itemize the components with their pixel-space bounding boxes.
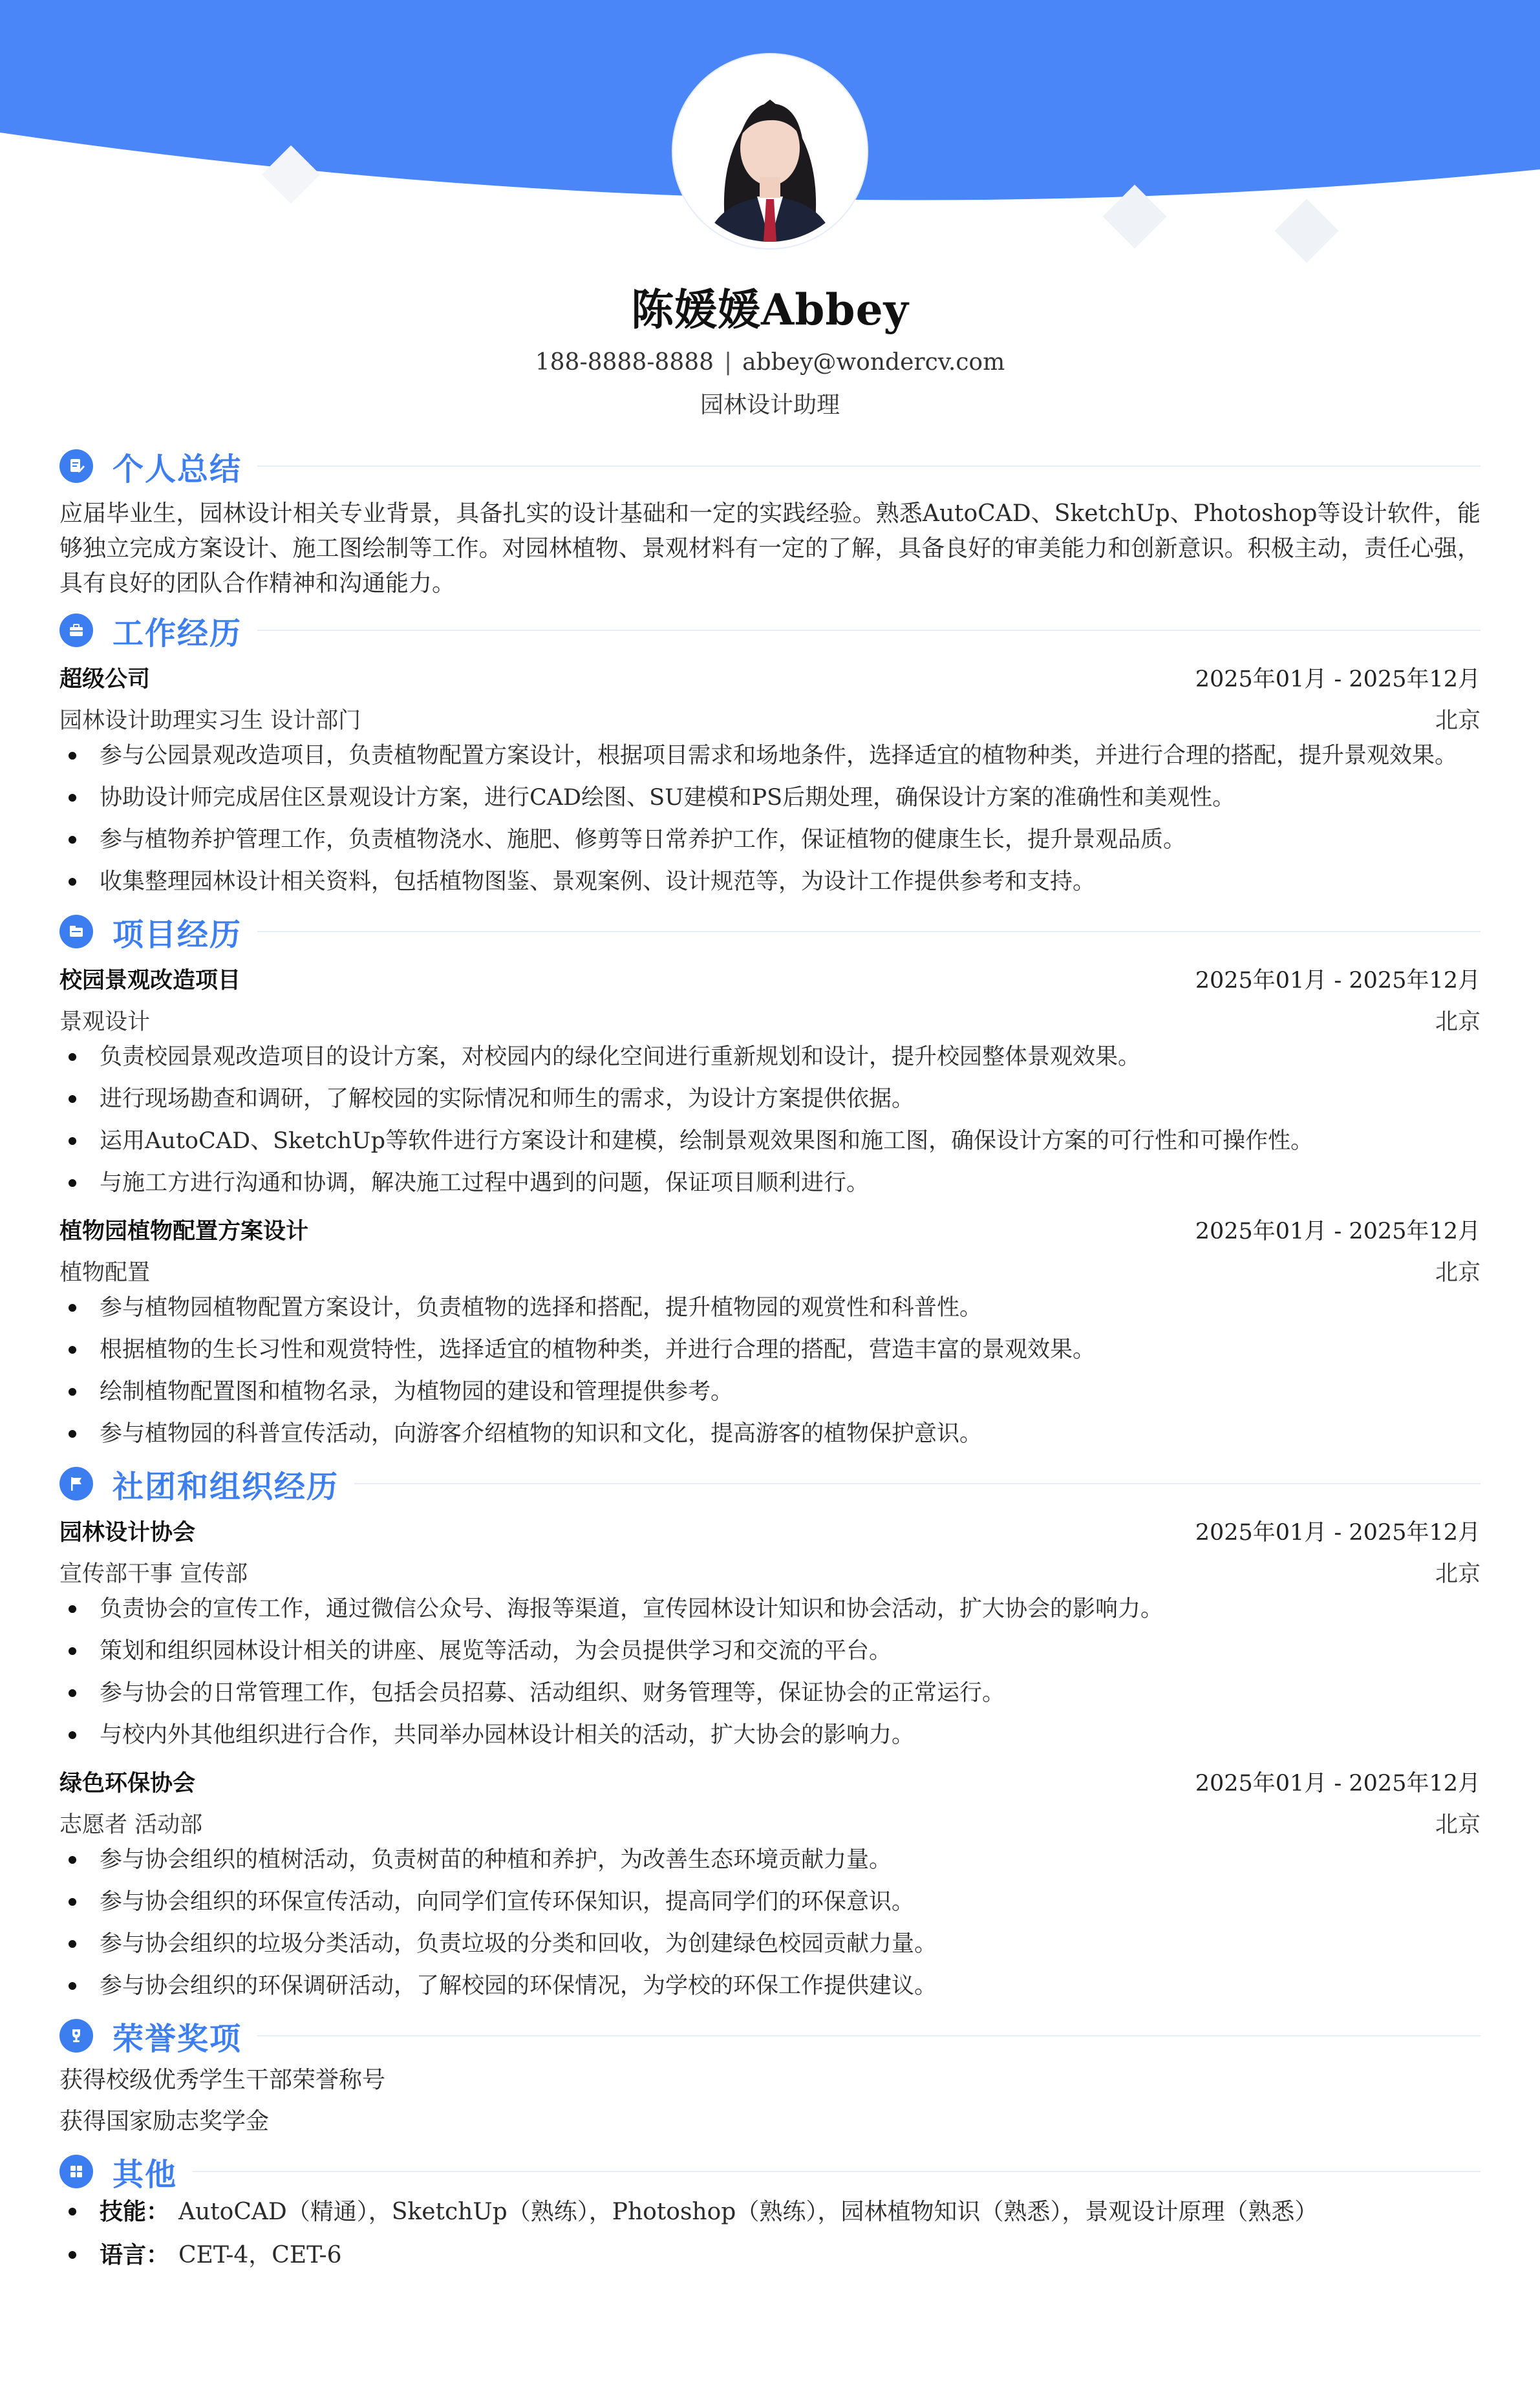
entry-city: 北京 [1435,1009,1481,1035]
entry-organization: 校园景观改造项目 [59,967,241,994]
section-divider [257,630,1481,631]
section-header-clubs [59,1460,1481,1508]
edit-note-icon [59,449,93,483]
section-header-others [59,2148,1481,2195]
entry-organization: 植物园植物配置方案设计 [59,1218,309,1244]
entry-role: 植物配置 [59,1260,151,1286]
honor-item: 获得校级优秀学生干部荣誉称号 [59,2067,386,2093]
bullet-item: 策划和组织园林设计相关的讲座、展览等活动，为会员提供学习和交流的平台。 [59,1635,1481,1667]
section-divider [354,1483,1481,1484]
entry-role: 园林设计助理实习生 设计部门 [59,708,361,734]
bullet-item: 参与植物养护管理工作，负责植物浇水、施肥、修剪等日常养护工作，保证植物的健康生长，提升景观品质。 [59,824,1481,856]
entry-bullets [59,1844,1481,2002]
entry-date: 2025年01月 - 2025年12月 [1195,1771,1481,1797]
resume-body [59,437,1481,2282]
other-value: AutoCAD（精通），SketchUp（熟练），Photoshop（熟练），园林植物知识（熟悉），景观设计原理（熟悉） [178,2199,1318,2225]
other-label: 语言： [100,2241,170,2268]
other-value: CET-4，CET-6 [178,2242,342,2268]
section-divider [257,931,1481,932]
entry-city: 北京 [1435,1561,1481,1587]
entry-organization: 园林设计协会 [59,1519,196,1546]
bullet-item: 参与协会组织的环保调研活动，了解校园的环保情况，为学校的环保工作提供建议。 [59,1970,1481,2002]
other-item-languages [59,2239,1481,2272]
bullet-item: 进行现场勘查和调研，了解校园的实际情况和师生的需求，为设计方案提供依据。 [59,1083,1481,1115]
trophy-icon [59,2019,93,2053]
bullet-item: 运用AutoCAD、SketchUp等软件进行方案设计和建模，绘制景观效果图和施工图，确保设计方案的可行性和可操作性。 [59,1125,1481,1157]
grid-icon [59,2155,93,2188]
entry-date: 2025年01月 - 2025年12月 [1195,1219,1481,1244]
avatar [673,54,867,248]
project-entry [59,958,1481,1199]
entry-bullets [59,1041,1481,1199]
bullet-item: 负责校园景观改造项目的设计方案，对校园内的绿化空间进行重新规划和设计，提升校园整体景观效果。 [59,1041,1481,1073]
decor-diamond [1275,199,1339,263]
section-divider [257,2035,1481,2036]
contact-separator: | [724,349,733,376]
entry-bullets [59,1593,1481,1751]
bullet-item: 收集整理园林设计相关资料，包括植物图鉴、景观案例、设计规范等，为设计工作提供参考和支持。 [59,866,1481,898]
entry-date: 2025年01月 - 2025年12月 [1195,667,1481,692]
entry-bullets [59,740,1481,898]
bullet-item: 绘制植物配置图和植物名录，为植物园的建设和管理提供参考。 [59,1376,1481,1408]
entry-city: 北京 [1435,1260,1481,1286]
bullet-item: 参与公园景观改造项目，负责植物配置方案设计，根据项目需求和场地条件，选择适宜的植物种类，并进行合理的搭配，提升景观效果。 [59,740,1481,772]
entry-organization: 超级公司 [59,666,151,692]
section-divider [257,465,1481,467]
bullet-item: 参与协会组织的植树活动，负责树苗的种植和养护，为改善生态环境贡献力量。 [59,1844,1481,1876]
others-list [59,2195,1481,2272]
section-header-work [59,606,1481,654]
entry-city: 北京 [1435,708,1481,734]
work-entry [59,657,1481,898]
section-title: 个人总结 [112,451,242,487]
phone-number[interactable]: 188-8888-8888 [535,349,714,376]
bullet-item: 参与植物园植物配置方案设计，负责植物的选择和搭配，提升植物园的观赏性和科普性。 [59,1292,1481,1324]
section-title: 工作经历 [112,615,242,652]
honor-item: 获得国家励志奖学金 [59,2108,270,2135]
entry-organization: 绿色环保协会 [59,1770,196,1797]
section-header-honors [59,2012,1481,2060]
project-entry [59,1209,1481,1450]
contact-line [0,349,1540,376]
entry-city: 北京 [1435,1812,1481,1838]
job-title: 园林设计助理 [700,392,840,418]
profile-photo [679,61,861,242]
bullet-item: 参与协会组织的环保宣传活动，向同学们宣传环保知识，提高同学们的环保意识。 [59,1886,1481,1918]
other-label: 技能： [100,2198,170,2225]
email-address[interactable]: abbey@wondercv.com [742,349,1005,376]
flag-icon [59,1467,93,1500]
entry-role: 宣传部干事 宣传部 [59,1561,248,1587]
folder-icon [59,915,93,948]
bullet-item: 参与植物园的科普宣传活动，向游客介绍植物的知识和文化，提高游客的植物保护意识。 [59,1418,1481,1450]
bullet-item: 协助设计师完成居住区景观设计方案，进行CAD绘图、SU建模和PS后期处理，确保设计方案的准确性和美观性。 [59,782,1481,814]
section-header-summary [59,442,1481,490]
entry-role: 景观设计 [59,1009,151,1035]
bullet-item: 参与协会组织的垃圾分类活动，负责垃圾的分类和回收，为创建绿色校园贡献力量。 [59,1928,1481,1960]
briefcase-icon [59,614,93,647]
section-divider [193,2171,1481,2172]
bullet-item: 参与协会的日常管理工作，包括会员招募、活动组织、财务管理等，保证协会的正常运行。 [59,1677,1481,1709]
bullet-item: 根据植物的生长习性和观赏特性，选择适宜的植物种类，并进行合理的搭配，营造丰富的景观效果。 [59,1334,1481,1366]
bullet-item: 负责协会的宣传工作，通过微信公众号、海报等渠道，宣传园林设计知识和协会活动，扩大协会的影响力。 [59,1593,1481,1625]
other-item-skills [59,2195,1481,2228]
club-entry [59,1510,1481,1751]
section-title: 项目经历 [112,916,242,953]
section-title: 社团和组织经历 [112,1468,339,1505]
club-entry [59,1761,1481,2002]
bullet-item: 与施工方进行沟通和协调，解决施工过程中遇到的问题，保证项目顺利进行。 [59,1167,1481,1199]
summary-text: 应届毕业生，园林设计相关专业背景，具备扎实的设计基础和一定的实践经验。熟悉AutoCAD、SketchUp、Photoshop等设计软件，能够独立完成方案设计、施工图绘制等工作。对园林植物、景观材料有一定的了解，具备良好的审美能力和创新意识。积极主动，责任心强，具有良好的团队合作精神和沟通能力。 [59,500,1481,597]
bullet-item: 与校内外其他组织进行合作，共同举办园林设计相关的活动，扩大协会的影响力。 [59,1719,1481,1751]
section-header-projects [59,908,1481,955]
entry-date: 2025年01月 - 2025年12月 [1195,968,1481,994]
entry-role: 志愿者 活动部 [59,1812,203,1838]
entry-date: 2025年01月 - 2025年12月 [1195,1520,1481,1546]
section-title: 荣誉奖项 [112,2020,242,2057]
candidate-name: 陈媛媛Abbey [631,284,909,335]
entry-bullets [59,1292,1481,1450]
section-title: 其他 [112,2156,178,2193]
honors-list [59,2060,1481,2142]
